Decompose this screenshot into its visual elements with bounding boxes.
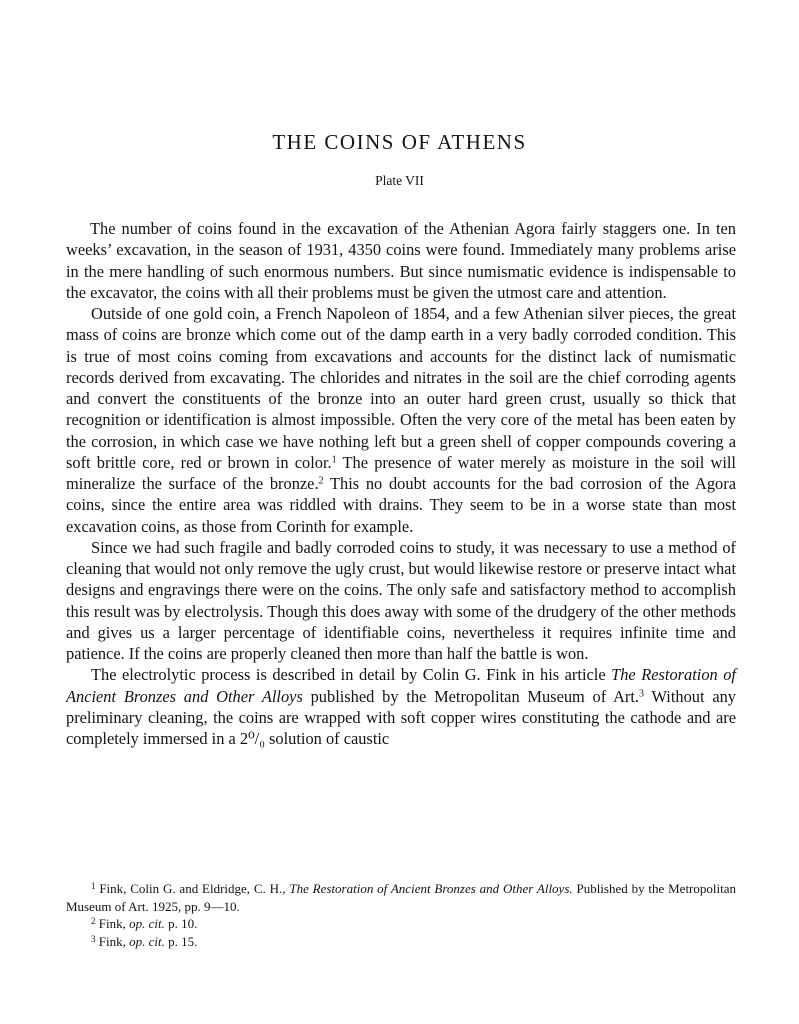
footnotes [66,880,736,950]
plate-reference: Plate VII [375,173,424,188]
footnote-ref-3: 3 [639,688,645,699]
paragraph-4-text-b: published by the Metropolitan Museum of Art. [302,686,640,706]
footnote-number: 2 [91,915,96,926]
footnote-text: p. 10. [164,916,198,931]
footnote-italic-title: The Restoration of Ancient Bronzes and Other Alloys. [289,881,573,896]
paragraph-1: The number of coins found in the excavation of the Athenian Agora fairly staggers one. In ten weeks’ excavation, in the season of 1931, 4350 coins were found. Immediately many problems arise in the mere handling of such enormous numbers. But since numismatic evidence is indispensable to the excavator, the coins with all their problems must be given the utmost care and attention. [66,219,736,302]
paragraph-4-text-c: Without any preliminary cleaning, the coins are wrapped with soft copper wires constituting the cathode and are completely immersed in a 2 [66,686,736,748]
footnote-text: Published by the Metropolitan Museum of Art. 1925, pp. 9—10. [66,881,736,914]
paragraph-2 [66,303,736,537]
paragraph-4-text-d: solution of caustic [264,729,390,748]
paragraph-4 [66,664,736,749]
footnote-ref-2: 2 [318,475,324,487]
footnote-number: 3 [91,933,96,944]
footnote-italic: op. cit. [129,933,165,949]
paragraph-3: Since we had such fragile and badly corroded coins to study, it was necessary to use a method of cleaning that would not only remove the ugly crust, but would likewise restore or preserve intact what designs and engravings there were on the coins. The only safe and satisfactory method to accomplish this result was by electrolysis. Though this does away with some of the drudgery of the other methods and gives us a larger percentage of identifiable coins, nevertheless it requires infinite time and patience. If the coins are properly cleaned then more than half the battle is won. [66,537,736,663]
footnote-2 [66,915,736,933]
footnote-ref-1: 1 [331,454,337,466]
paragraph-4-text-a: The electrolytic process is described in detail by Colin G. Fink in his article [91,665,612,685]
footnote-text: Fink, [95,933,130,949]
footnote-text: Fink, [95,916,130,931]
article-body [66,218,736,749]
article-title-citation: The Restoration of Ancient Bronzes and Other Alloys [66,665,736,706]
percent-sign: ⁰/₀ [248,729,265,748]
footnote-1 [66,880,736,915]
paragraph-2-text-c: This no doubt accounts for the bad corrosion of the Agora coins, since the entire area was riddled with drains. They seem to be in a worse state than most excavation coins, as those from Corinth for example. [66,474,736,536]
footnote-text: p. 15. [164,933,198,949]
footnote-italic: op. cit. [129,916,165,931]
paragraph-2-text-a: Outside of one gold coin, a French Napoleon of 1854, and a few Athenian silver pieces, the great mass of coins are bronze which come out of the damp earth in a very badly corroded condition. This is true of most coins coming from excavations and accounts for the distinct lack of numismatic records derived from excavating. The chlorides and nitrates in the soil are the chief corroding agents and convert the constituents of the bronze into an outer hard green crust, usually so thick that recognition or identification is almost impossible. Often the very core of the metal has been eaten by the corrosion, in which case we have nothing left but a green shell of copper compounds covering a soft brittle core, red or brown in color. [66,304,736,472]
footnote-text: Fink, Colin G. and Eldridge, C. H., [95,881,290,896]
footnote-number: 1 [91,880,96,891]
paragraph-2-text-b: The presence of water merely as moisture in the soil will mineralize the surface of the bronze. [66,452,736,493]
page-title: THE COINS OF ATHENS [272,130,527,154]
footnote-3 [66,933,736,951]
